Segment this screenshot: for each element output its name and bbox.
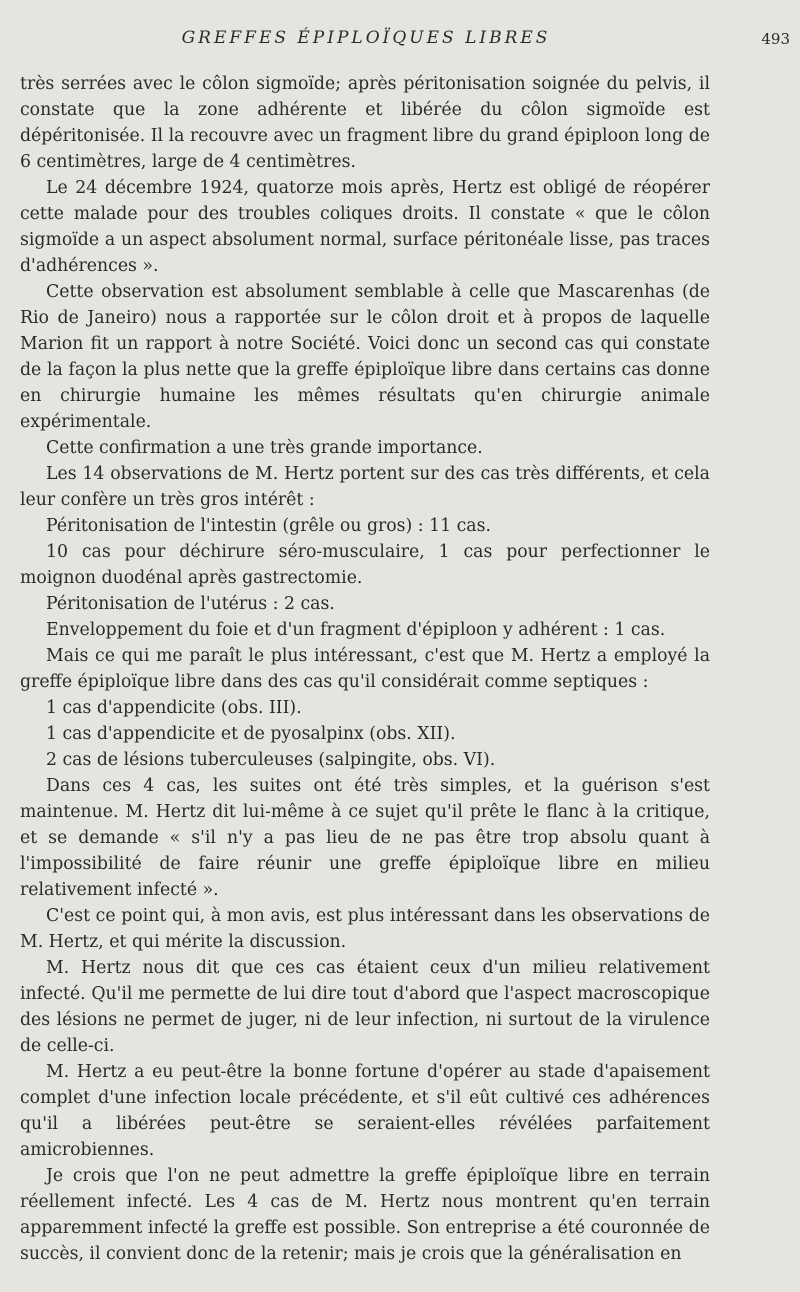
paragraph: Cette observation est absolument semblable à celle que Mascarenhas (de Rio de Janeiro) nous a rapportée sur le côlon droit et à propos de laquelle Marion fit un rapport à notre Société. Voici donc un second cas qui constate de la façon la plus nette que la greffe épiploïque libre dans certains cas donne en chirurgie humaine les mêmes résultats qu'en chirurgie animale expérimentale. <box>20 282 710 432</box>
paragraph: Le 24 décembre 1924, quatorze mois après, Hertz est obligé de réopérer cette malade pour des troubles coliques droits. Il constate « que le côlon sigmoïde a un aspect absolument normal, surface péritonéale lisse, pas traces d'adhérences ». <box>20 178 710 276</box>
list-item: 2 cas de lésions tuberculeuses (salpingite, obs. VI). <box>46 750 496 770</box>
body-text <box>20 71 710 1267</box>
list-item: 1 cas d'appendicite (obs. III). <box>46 698 302 718</box>
list-item: Péritonisation de l'utérus : 2 cas. <box>46 594 335 614</box>
page-number: 493 <box>761 30 790 48</box>
paragraph: Dans ces 4 cas, les suites ont été très simples, et la guérison s'est maintenue. M. Hertz dit lui-même à ce sujet qu'il prête le flanc à la critique, et se demande « s'il n'y a pas lieu de ne pas être trop absolu quant à l'impossibilité de faire réunir une greffe épiploïque libre en milieu relativement infecté ». <box>20 776 710 900</box>
list-item: Péritonisation de l'intestin (grêle ou gros) : 11 cas. <box>46 516 491 536</box>
paragraph: M. Hertz nous dit que ces cas étaient ceux d'un milieu relativement infecté. Qu'il me permette de lui dire tout d'abord que l'aspect macroscopique des lésions ne permet de juger, ni de leur infection, ni surtout de la virulence de celle-ci. <box>20 958 710 1056</box>
page-header <box>20 28 790 54</box>
paragraph: Les 14 observations de M. Hertz portent sur des cas très différents, et cela leur confère un très gros intérêt : <box>20 464 710 510</box>
paragraph: M. Hertz a eu peut-être la bonne fortune d'opérer au stade d'apaisement complet d'une infection locale précédente, et s'il eût cultivé ces adhérences qu'il a libérées peut-être se seraient-elles révélées parfaitement amicrobiennes. <box>20 1062 710 1160</box>
list-item: Enveloppement du foie et d'un fragment d'épiploon y adhérent : 1 cas. <box>46 620 666 640</box>
list-item: 1 cas d'appendicite et de pyosalpinx (obs. XII). <box>46 724 456 744</box>
paragraph: très serrées avec le côlon sigmoïde; après péritonisation soignée du pelvis, il constate que la zone adhérente et libérée du côlon sigmoïde est dépéritonisée. Il la recouvre avec un fragment libre du grand épiploon long de 6 centimètres, large de 4 centimètres. <box>20 74 710 172</box>
running-title: GREFFES ÉPIPLOÏQUES LIBRES <box>181 28 551 48</box>
paragraph: Cette confirmation a une très grande importance. <box>46 438 483 458</box>
paragraph: Je crois que l'on ne peut admettre la greffe épiploïque libre en terrain réellement infecté. Les 4 cas de M. Hertz nous montrent qu'en terrain apparemment infecté la greffe est possible. Son entreprise a été couronnée de succès, il convient donc de la retenir; mais je crois que la généralisation en <box>20 1166 710 1264</box>
paragraph: C'est ce point qui, à mon avis, est plus intéressant dans les observations de M. Hertz, et qui mérite la discussion. <box>20 906 710 952</box>
list-item: 10 cas pour déchirure séro-musculaire, 1 cas pour perfectionner le moignon duodénal après gastrectomie. <box>20 542 710 588</box>
paragraph: Mais ce qui me paraît le plus intéressant, c'est que M. Hertz a employé la greffe épiploïque libre dans des cas qu'il considérait comme septiques : <box>20 646 710 692</box>
